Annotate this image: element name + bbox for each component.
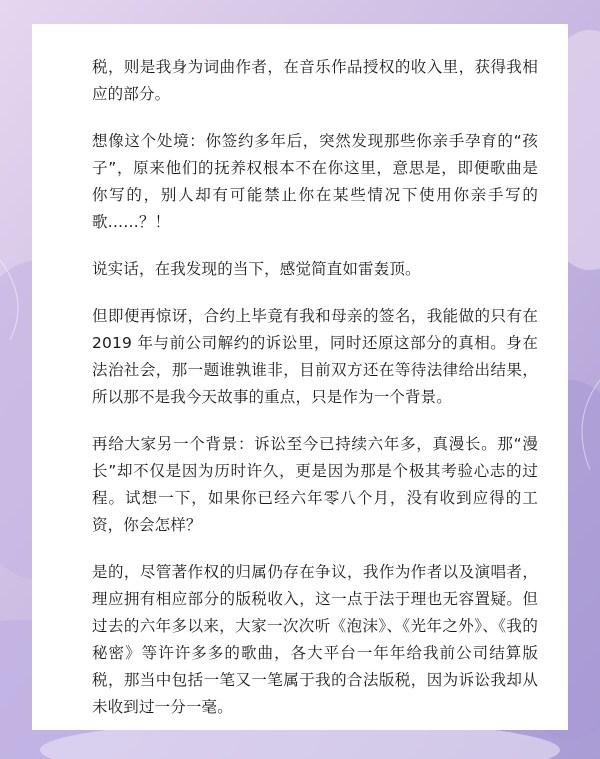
document-page (32, 24, 568, 730)
paragraph-6: 是的，尽管著作权的归属仍存在争议，我作为作者以及演唱者，理应拥有相应部分的版税收入，这一点于法于理也无容置疑。但过去的六年多以来，大家一次次听《泡沫》、《光年之外》、《我的秘密》等许许多多的歌曲，各大平台一年年给我前公司结算版税，那当中包括一笔又一笔属于我的合法版税，因为诉讼我却从未收到过一分一毫。 (92, 563, 538, 716)
paragraph-3: 说实话，在我发现的当下，感觉简直如雷轰顶。 (92, 260, 421, 278)
paragraph-2: 想像这个处境：你签约多年后，突然发现那些你亲手孕育的“孩子”，原来他们的抚养权根本不在你这里，意思是，即便歌曲是你写的，别人却有可能禁止你在某些情况下使用你亲手写的歌……？！ (92, 132, 538, 231)
paragraph-1: 税，则是我身为词曲作者，在音乐作品授权的收入里，获得我相应的部分。 (92, 58, 538, 103)
paragraph-5: 再给大家另一个背景：诉讼至今已持续六年多，真漫长。那“漫长”却不仅是因为历时许久，更是因为那是个极其考验心志的过程。试想一下，如果你已经六年零八个月，没有收到应得的工资，你会怎样？ (92, 435, 538, 534)
paragraph-4: 但即便再惊讶，合约上毕竟有我和母亲的签名，我能做的只有在 2019 年与前公司解约的诉讼里，同时还原这部分的真相。身在法治社会，那一题谁孰谁非，目前双方还在等待法律给出结果，所以那不是我今天故事的重点，只是作为一个背景。 (92, 307, 538, 406)
